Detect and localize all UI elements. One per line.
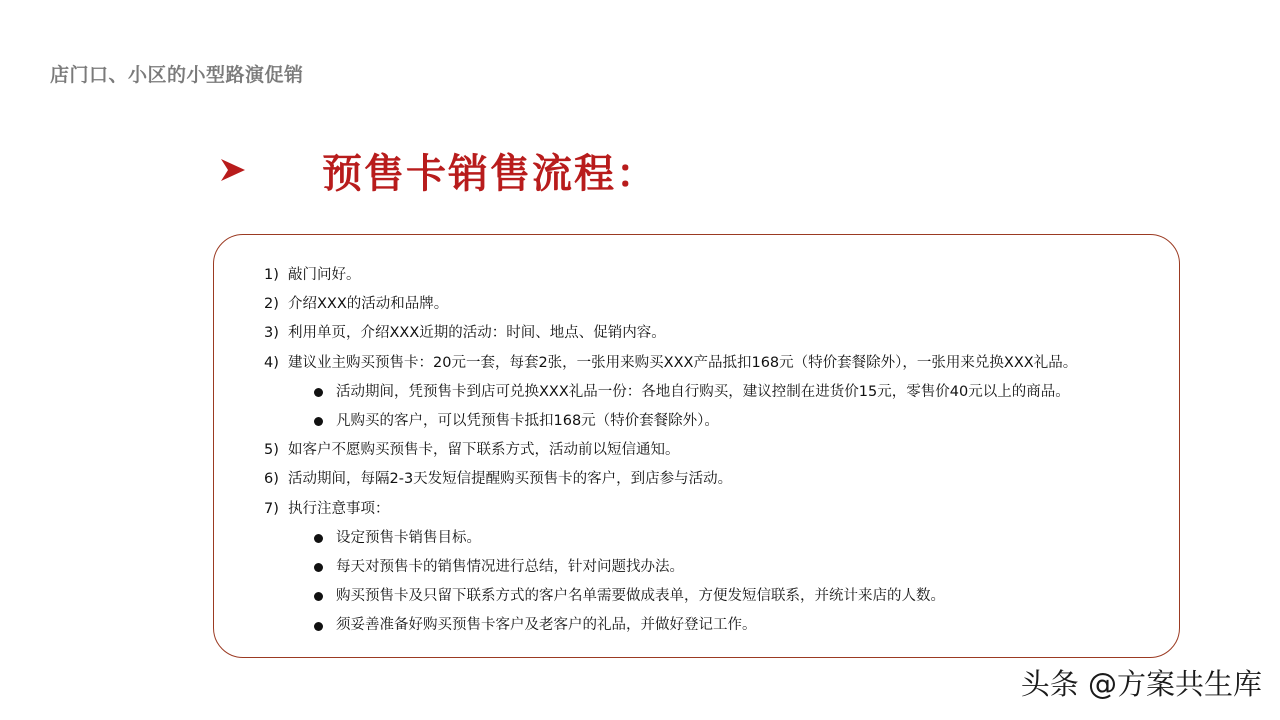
- sub-list-container: [264, 378, 1169, 436]
- step-number: 1): [264, 267, 279, 283]
- step-text: 利用单页，介绍XXX近期的活动：时间、地点、促销内容。: [288, 325, 666, 342]
- step-text: 介绍XXX的活动和品牌。: [288, 296, 449, 313]
- bullet-dot-icon: [314, 622, 323, 631]
- step-number: 2): [264, 296, 279, 313]
- list-item: [264, 290, 1169, 319]
- section-title-row: [218, 138, 658, 202]
- sub-item-text: 须妥善准备好购买预售卡客户及老客户的礼品，并做好登记工作。: [336, 617, 757, 634]
- bullet-dot-icon: [314, 388, 323, 397]
- sub-list-item: [264, 582, 1169, 611]
- step-text: 活动期间，每隔2-3天发短信提醒购买预售卡的客户，到店参与活动。: [288, 471, 733, 488]
- list-item: [264, 495, 1169, 524]
- bullet-dot-icon: [314, 563, 323, 572]
- sub-item-text: 购买预售卡及只留下联系方式的客户名单需要做成表单，方便发短信联系，并统计来店的人数。: [336, 588, 945, 605]
- list-item: [264, 349, 1169, 378]
- content-box: [213, 234, 1180, 658]
- arrowhead-bullet-icon: [218, 138, 266, 202]
- bullet-dot-icon: [314, 592, 323, 601]
- steps-list: [264, 261, 1169, 641]
- sub-item-text: 每天对预售卡的销售情况进行总结，针对问题找办法。: [336, 559, 684, 576]
- bullet-dot-icon: [314, 534, 323, 543]
- list-item: [264, 319, 1169, 348]
- list-item: [264, 465, 1169, 494]
- step-number: 4): [264, 354, 279, 371]
- slide-header-title: 店门口、小区的小型路演促销: [50, 64, 304, 86]
- step-text: 执行注意事项：: [288, 500, 390, 517]
- sub-list-item: [264, 611, 1169, 640]
- step-text: 建议业主购买预售卡：20元一套，每套2张，一张用来购买XXX产品抵扣168元（特价套餐除外），一张用来兑换XXX礼品。: [288, 354, 1078, 371]
- step-number: 7): [264, 500, 279, 517]
- sub-list: [264, 524, 1169, 641]
- step-number: 3): [264, 325, 279, 342]
- sub-list: [264, 378, 1169, 436]
- step-number: 5): [264, 442, 279, 459]
- sub-item-text: 设定预售卡销售目标。: [336, 529, 481, 546]
- watermark: 头条 @方案共生库: [1020, 667, 1262, 701]
- section-title: 预售卡销售流程：: [322, 149, 658, 197]
- sub-list-container: [264, 524, 1169, 641]
- sub-list-item: [264, 378, 1169, 407]
- list-item: [264, 261, 1169, 290]
- step-text: 如客户不愿购买预售卡，留下联系方式，活动前以短信通知。: [288, 442, 680, 459]
- step-number: 6): [264, 471, 279, 488]
- sub-list-item: [264, 553, 1169, 582]
- sub-list-item: [264, 407, 1169, 436]
- step-text: 敲门问好。: [288, 267, 361, 283]
- sub-item-text: 活动期间，凭预售卡到店可兑换XXX礼品一份：各地自行购买，建议控制在进货价15元，零售价40元以上的商品。: [336, 383, 1070, 400]
- list-item: [264, 436, 1169, 465]
- sub-list-item: [264, 524, 1169, 553]
- sub-item-text: 凡购买的客户，可以凭预售卡抵扣168元（特价套餐除外）。: [336, 413, 719, 430]
- bullet-dot-icon: [314, 417, 323, 426]
